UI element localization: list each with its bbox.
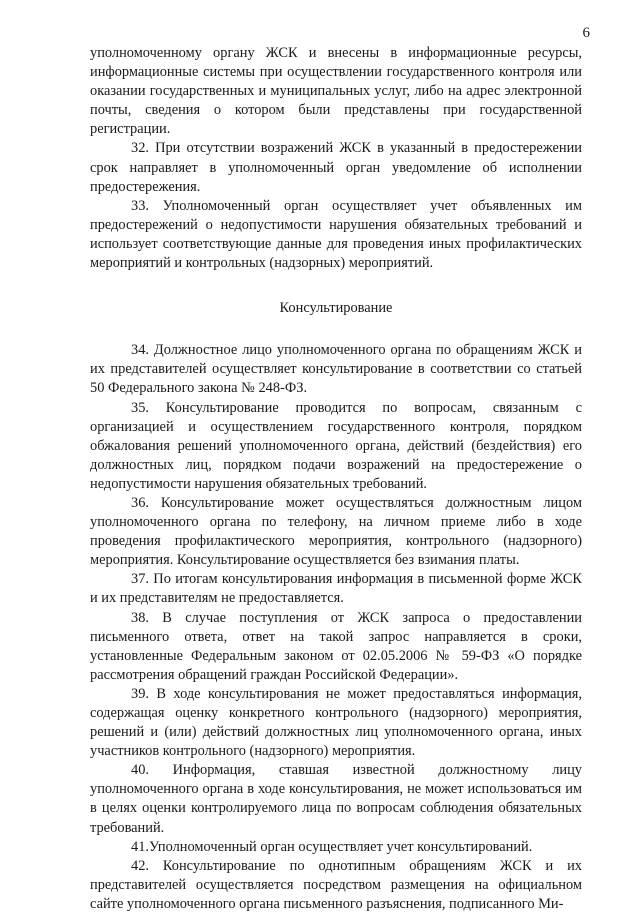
paragraph-38: 38. В случае поступления от ЖСК запроса о предоставлении письменного ответа, ответ на такой запрос направляется в сроки, установленные Федеральным законом от 02.05.2006 № 59-ФЗ «О порядке рассмотрения обращений граждан Российской Федерации». xyxy=(90,609,582,683)
paragraph-37: 37. По итогам консультирования информация в письменной форме ЖСК и их представителям не предоставляется. xyxy=(90,571,582,607)
paragraph-41: 41.Уполномоченный орган осуществляет учет консультирований. xyxy=(131,838,533,855)
paragraph-31-continuation: уполномоченному органу ЖСК и внесены в информационные ресурсы, информационные системы при осуществлении государственного контроля или оказании государственных и муниципальных услуг, либо на адрес электронной почты, сведения о котором были представлены при государственной регистрации. xyxy=(90,45,582,138)
paragraph-35: 35. Консультирование проводится по вопросам, связанным с организацией и осуществлением государственного контроля, порядком обжалования решений уполномоченного органа, действий (бездействия) его должностных лиц, порядком подачи возражений на предостережение о недопустимости нарушения обязательных требований. xyxy=(90,399,582,492)
paragraph-40: 40. Информация, ставшая известной должностному лицу уполномоченного органа в ходе консультирования, не может использоваться им в целях оценки контролируемого лица по вопросам соблюдения обязательных требований. xyxy=(90,762,582,836)
paragraph-42: 42. Консультирование по однотипным обращениям ЖСК и их представителей осуществляется посредством размещения на официальном сайте уполномоченного органа письменного разъяснения, подписанного Ми- xyxy=(90,857,582,912)
paragraph-32: 32. При отсутствии возражений ЖСК в указанный в предостережении срок направляет в уполномоченный орган уведомление об исполнении предостережения. xyxy=(90,140,582,195)
paragraph-36: 36. Консультирование может осуществляться должностным лицом уполномоченного органа по телефону, на личном приеме либо в ходе проведения профилактического мероприятия, контрольного (надзорного) мероприятия. Консультирование осуществляется без взимания платы. xyxy=(90,494,582,569)
paragraph-39: 39. В ходе консультирования не может предоставляться информация, содержащая оценку конкретного контрольного (надзорного) мероприятия, решений и (или) действий должностных лиц уполномоченного органа, иных участников контрольного (надзорного) мероприятия. xyxy=(90,685,582,760)
page-number: 6 xyxy=(582,25,590,41)
section-heading: Консультирование xyxy=(279,300,393,317)
document-body xyxy=(90,44,582,914)
paragraph-33: 33. Уполномоченный орган осуществляет учет объявленных им предостережений о недопустимости нарушения обязательных требований и использует соответствующие данные для проведения иных профилактических мероприятий и контрольных (надзорных) мероприятий. xyxy=(90,197,582,272)
paragraph-34: 34. Должностное лицо уполномоченного органа по обращениям ЖСК и их представителей осуществляет консультирование в соответствии со статьей 50 Федерального закона № 248-ФЗ. xyxy=(90,342,582,397)
